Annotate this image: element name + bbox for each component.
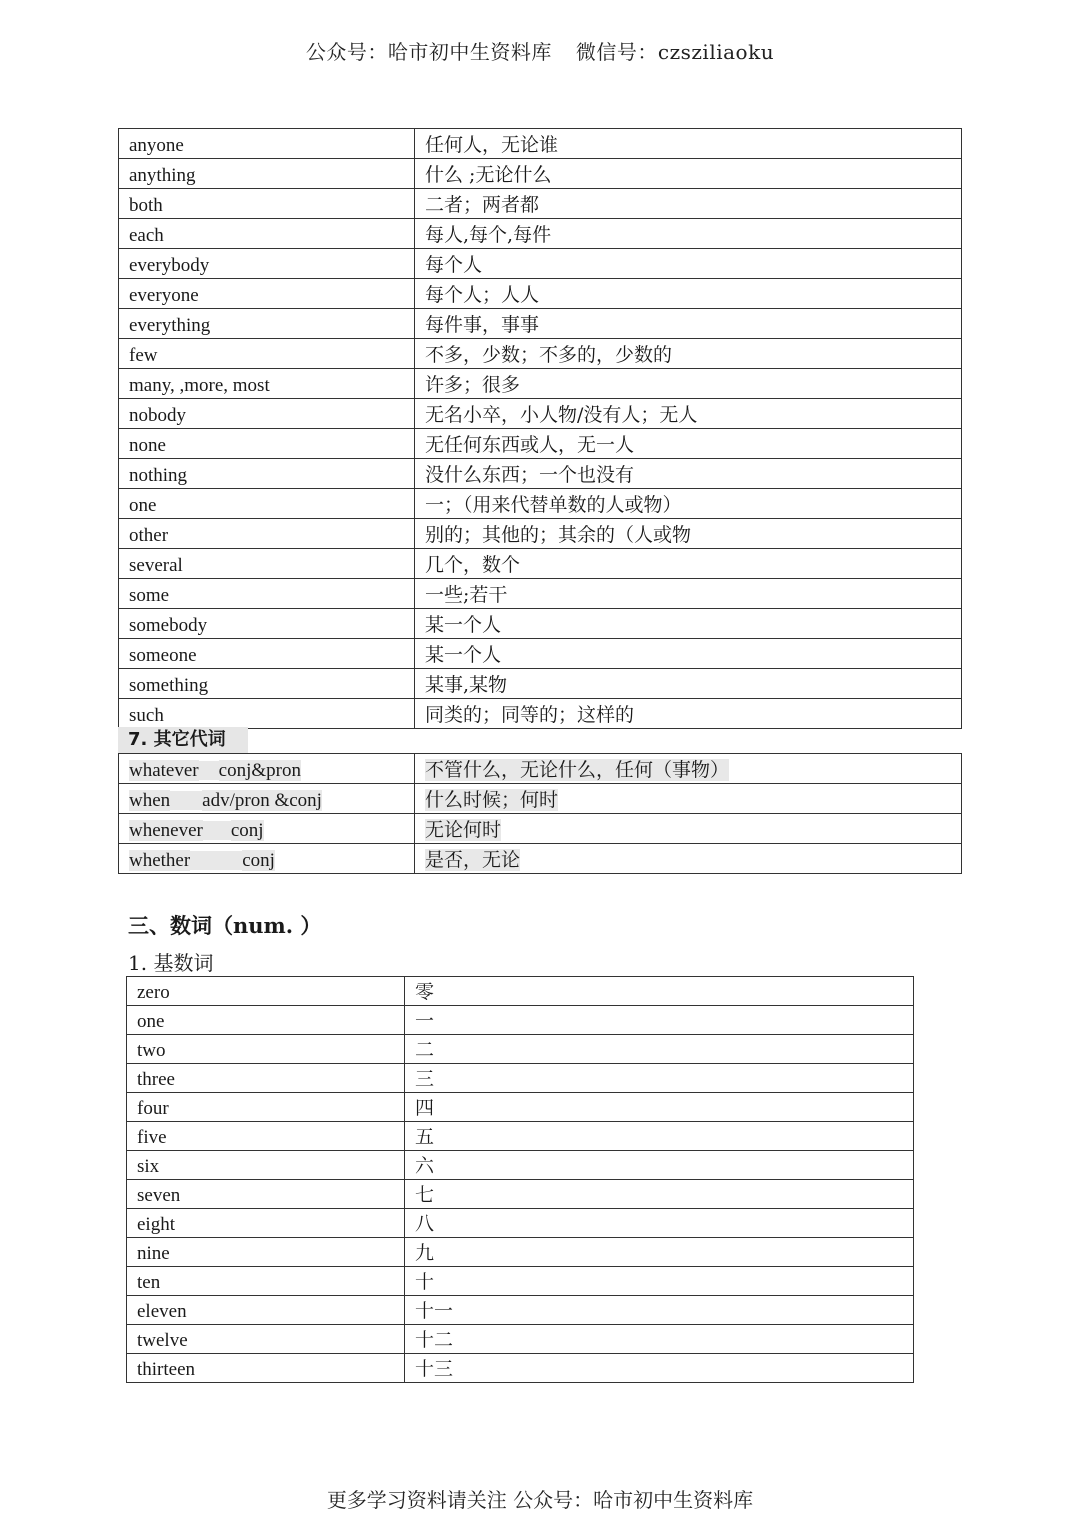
word-cell	[127, 1006, 405, 1035]
word-cell	[127, 1064, 405, 1093]
word-cell	[119, 129, 415, 159]
word-text: nobody	[129, 405, 186, 426]
meaning-text: 同类的；同等的；这样的	[425, 704, 635, 726]
word-cell	[119, 429, 415, 459]
table-row	[127, 1093, 914, 1122]
meaning-cell	[415, 249, 962, 279]
word-text: ten	[137, 1272, 161, 1293]
meaning-cell	[405, 1064, 914, 1093]
word-cell	[119, 219, 415, 249]
word-text: somebody	[129, 615, 208, 636]
word-cell	[127, 1238, 405, 1267]
word-text: one	[129, 495, 157, 516]
table-row	[127, 1180, 914, 1209]
meaning-cell	[405, 1180, 914, 1209]
word-cell	[127, 977, 405, 1006]
meaning-text: 七	[415, 1184, 435, 1206]
word-text: anything	[129, 165, 196, 186]
meaning-cell	[405, 1035, 914, 1064]
word-text: four	[137, 1098, 169, 1119]
meaning-text: 三	[415, 1068, 435, 1090]
word-cell	[119, 844, 415, 874]
table-row	[119, 814, 962, 844]
meaning-text: 每件事，事事	[425, 314, 540, 336]
table-row	[127, 1064, 914, 1093]
meaning-cell	[415, 784, 962, 814]
meaning-cell	[405, 1325, 914, 1354]
cardinal-numbers-table	[126, 976, 914, 1383]
word-cell	[119, 519, 415, 549]
word-cell	[127, 1296, 405, 1325]
meaning-text: 一	[415, 1010, 435, 1032]
meaning-text: 是否，无论	[425, 849, 521, 871]
meaning-cell	[415, 189, 962, 219]
word-text: three	[137, 1069, 175, 1090]
word-cell	[119, 639, 415, 669]
word-cell	[119, 549, 415, 579]
word-text: eight	[137, 1214, 175, 1235]
meaning-text: 八	[415, 1213, 435, 1235]
word-text: one	[137, 1011, 165, 1032]
word-text: when	[129, 790, 171, 811]
table-row	[119, 459, 962, 489]
meaning-cell	[415, 519, 962, 549]
meaning-cell	[415, 489, 962, 519]
word-text: everything	[129, 315, 211, 336]
table-row	[127, 1296, 914, 1325]
meaning-cell	[415, 639, 962, 669]
other-pronouns-table	[118, 753, 962, 874]
table-row	[127, 1122, 914, 1151]
meaning-cell	[415, 429, 962, 459]
word-cell	[127, 1122, 405, 1151]
meaning-cell	[415, 699, 962, 729]
word-text: everybody	[129, 255, 210, 276]
word-text: anyone	[129, 135, 184, 156]
page-header	[0, 36, 1080, 65]
table-row	[119, 249, 962, 279]
meaning-text: 某事,某物	[425, 674, 508, 696]
word-cell	[119, 339, 415, 369]
meaning-cell	[405, 1238, 914, 1267]
account-label: 公众号：哈市初中生资料库	[305, 40, 552, 64]
word-text: two	[137, 1040, 166, 1061]
word-text: few	[129, 345, 158, 366]
meaning-text: 某一个人	[425, 614, 502, 636]
word-text: whether	[129, 850, 191, 871]
table-row	[119, 519, 962, 549]
meaning-cell	[405, 1122, 914, 1151]
meaning-cell	[415, 219, 962, 249]
table-row	[119, 549, 962, 579]
meaning-cell	[415, 579, 962, 609]
numeral-section-title: 三、数词（num. ）	[128, 913, 322, 938]
meaning-cell	[405, 1006, 914, 1035]
word-cell	[127, 1325, 405, 1354]
word-cell	[119, 579, 415, 609]
word-text: everyone	[129, 285, 199, 306]
word-cell	[119, 279, 415, 309]
meaning-cell	[415, 754, 962, 784]
word-cell	[119, 784, 415, 814]
table-row	[119, 699, 962, 729]
table-row	[119, 189, 962, 219]
word-text: such	[129, 705, 164, 726]
word-cell	[119, 459, 415, 489]
table-row	[127, 1035, 914, 1064]
word-cell	[127, 1151, 405, 1180]
word-cell	[127, 1093, 405, 1122]
meaning-cell	[405, 977, 914, 1006]
meaning-cell	[415, 279, 962, 309]
meaning-cell	[415, 549, 962, 579]
table-row	[119, 754, 962, 784]
word-cell	[127, 1209, 405, 1238]
word-cell	[119, 814, 415, 844]
meaning-cell	[415, 609, 962, 639]
word-cell	[119, 399, 415, 429]
meaning-text: 什么 ;无论什么	[425, 164, 552, 186]
page-footer: 更多学习资料请关注 公众号：哈市初中生资料库	[326, 1488, 754, 1512]
meaning-cell	[405, 1267, 914, 1296]
part-of-speech: adv/pron &conj	[202, 790, 322, 811]
table-row	[119, 609, 962, 639]
table-row	[127, 1151, 914, 1180]
word-text: nothing	[129, 465, 188, 486]
table-row	[127, 1238, 914, 1267]
meaning-text: 无名小卒，小人物/没有人；无人	[425, 404, 698, 426]
meaning-cell	[405, 1209, 914, 1238]
table-row	[119, 639, 962, 669]
meaning-text: 每人,每个,每件	[425, 224, 552, 246]
word-text: five	[137, 1127, 167, 1148]
word-text: eleven	[137, 1301, 187, 1322]
meaning-cell	[415, 814, 962, 844]
word-text: zero	[137, 982, 170, 1003]
meaning-text: 十三	[415, 1358, 454, 1380]
meaning-cell	[415, 129, 962, 159]
meaning-text: 五	[415, 1126, 435, 1148]
table-row	[119, 489, 962, 519]
word-text: thirteen	[137, 1359, 196, 1380]
word-text: nine	[137, 1243, 170, 1264]
word-cell	[119, 669, 415, 699]
pronoun-vocab-table	[118, 128, 962, 729]
word-text: twelve	[137, 1330, 188, 1351]
word-cell	[127, 1180, 405, 1209]
meaning-cell	[415, 369, 962, 399]
meaning-text: 别的；其他的；其余的（人或物	[425, 524, 692, 546]
word-cell	[119, 249, 415, 279]
meaning-cell	[405, 1296, 914, 1325]
meaning-text: 某一个人	[425, 644, 502, 666]
table-row	[119, 159, 962, 189]
table-row	[127, 1209, 914, 1238]
table-row	[119, 579, 962, 609]
meaning-text: 每个人；人人	[425, 284, 540, 306]
table-row	[119, 429, 962, 459]
word-text: both	[129, 195, 163, 216]
word-text: several	[129, 555, 183, 576]
cardinal-subtitle: 1. 基数词	[128, 951, 214, 975]
table-row	[119, 309, 962, 339]
word-cell	[127, 1267, 405, 1296]
meaning-text: 没什么东西；一个也没有	[425, 464, 635, 486]
meaning-cell	[415, 159, 962, 189]
word-text: something	[129, 675, 209, 696]
table-row	[119, 279, 962, 309]
word-text: six	[137, 1156, 160, 1177]
meaning-text: 无任何东西或人，无一人	[425, 434, 635, 456]
meaning-text: 任何人，无论谁	[425, 134, 559, 156]
word-cell	[119, 159, 415, 189]
meaning-text: 二	[415, 1039, 435, 1061]
part-of-speech: conj	[230, 820, 264, 841]
table-row	[119, 844, 962, 874]
table-row	[127, 1267, 914, 1296]
word-cell	[119, 189, 415, 219]
meaning-cell	[405, 1093, 914, 1122]
table-row	[119, 369, 962, 399]
part-of-speech: conj	[242, 850, 275, 871]
word-text: someone	[129, 645, 197, 666]
meaning-cell	[405, 1354, 914, 1383]
meaning-cell	[415, 399, 962, 429]
word-cell	[119, 609, 415, 639]
meaning-text: 四	[415, 1097, 435, 1119]
word-text: some	[129, 585, 170, 606]
meaning-text: 十	[415, 1271, 435, 1293]
other-pronouns-heading: 7. 其它代词	[118, 727, 248, 753]
word-text: other	[129, 525, 169, 546]
meaning-text: 每个人	[425, 254, 483, 276]
table-row	[127, 977, 914, 1006]
meaning-cell	[415, 669, 962, 699]
word-cell	[127, 1035, 405, 1064]
meaning-cell	[415, 459, 962, 489]
meaning-cell	[405, 1151, 914, 1180]
word-cell	[119, 754, 415, 784]
table-row	[119, 669, 962, 699]
table-row	[119, 339, 962, 369]
meaning-text: 九	[415, 1242, 435, 1264]
table-row	[127, 1325, 914, 1354]
table-row	[119, 219, 962, 249]
word-cell	[119, 489, 415, 519]
word-cell	[119, 699, 415, 729]
word-text: each	[129, 225, 164, 246]
meaning-text: 无论何时	[425, 819, 502, 841]
table-row	[127, 1354, 914, 1383]
meaning-text: 不多，少数；不多的，少数的	[425, 344, 673, 366]
word-cell	[119, 309, 415, 339]
meaning-text: 几个，数个	[425, 554, 521, 576]
table-row	[119, 129, 962, 159]
meaning-text: 许多；很多	[425, 374, 521, 396]
meaning-cell	[415, 339, 962, 369]
meaning-cell	[415, 309, 962, 339]
meaning-text: 二者；两者都	[425, 194, 540, 216]
meaning-text: 零	[415, 981, 435, 1003]
word-cell	[127, 1354, 405, 1383]
meaning-cell	[415, 844, 962, 874]
word-text: whatever	[129, 760, 199, 781]
meaning-text: 十二	[415, 1329, 454, 1351]
table-row	[127, 1006, 914, 1035]
table-row	[119, 784, 962, 814]
word-text: whenever	[129, 820, 203, 841]
wechat-label: 微信号：czsziliaoku	[575, 40, 775, 64]
word-text: many, ,more, most	[129, 375, 270, 396]
word-cell	[119, 369, 415, 399]
part-of-speech: conj&pron	[218, 760, 301, 781]
table-row	[119, 399, 962, 429]
meaning-text: 什么时候；何时	[425, 789, 559, 811]
word-text: seven	[137, 1185, 181, 1206]
meaning-text: 六	[415, 1155, 435, 1177]
meaning-text: 不管什么，无论什么，任何（事物）	[425, 759, 730, 781]
meaning-text: 一；（用来代替单数的人或物）	[425, 494, 682, 516]
meaning-text: 一些;若干	[425, 584, 508, 606]
word-text: none	[129, 435, 166, 456]
meaning-text: 十一	[415, 1300, 454, 1322]
